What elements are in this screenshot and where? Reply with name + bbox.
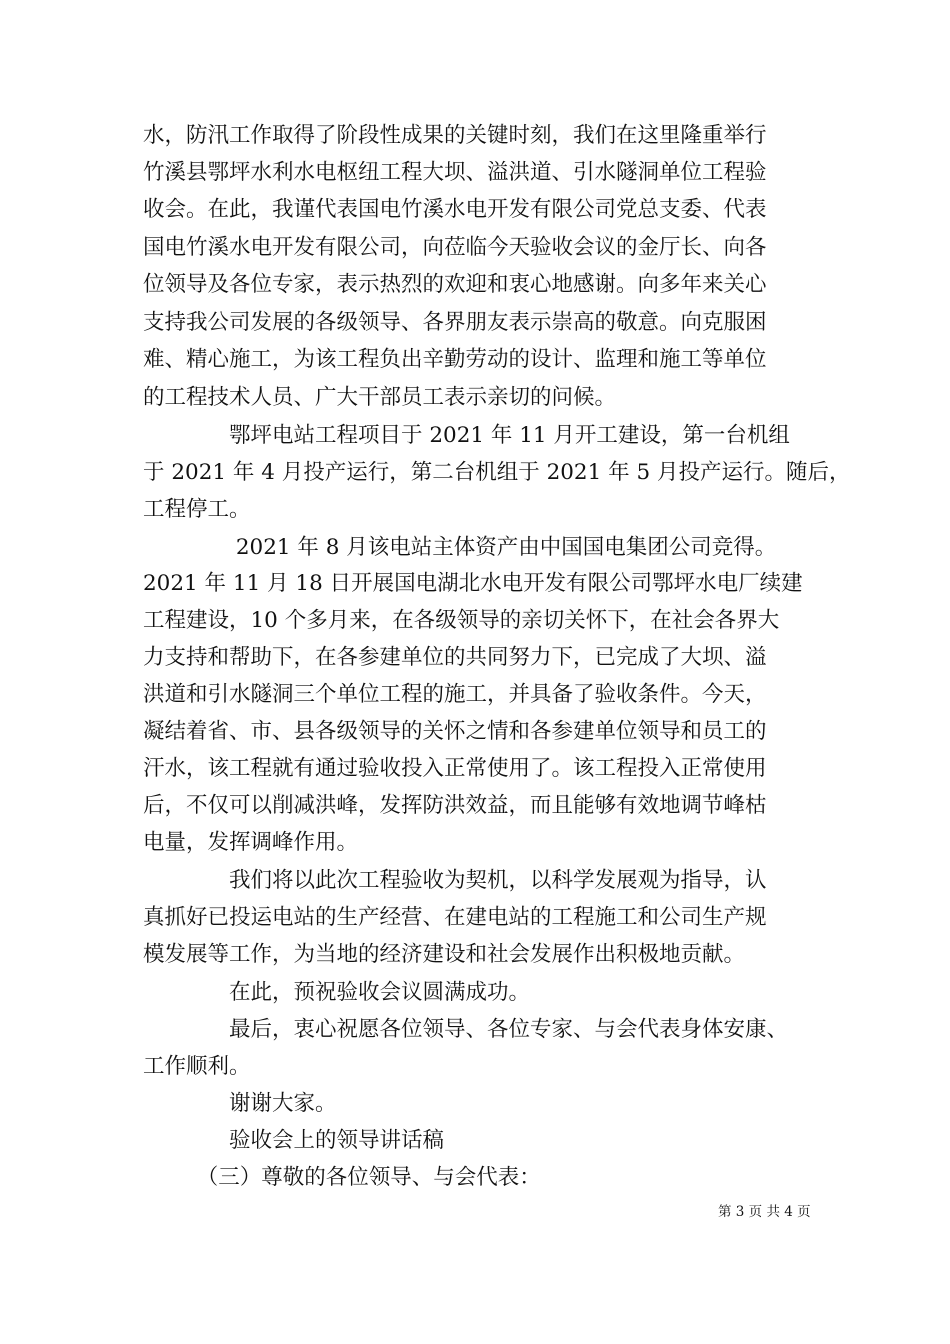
text-line: 在此，预祝验收会议圆满成功。 — [143, 980, 531, 1005]
text-line: 鄂坪电站工程项目于 2021 年 11 月开工建设，第一台机组 — [143, 423, 790, 448]
text-line: 支持我公司发展的各级领导、各界朋友表示崇高的敬意。向克服困 — [143, 310, 767, 335]
text-line: 模发展等工作，为当地的经济建设和社会发展作出积极地贡献。 — [143, 942, 746, 967]
text-line: 于 2021 年 4 月投产运行，第二台机组于 2021 年 5 月投产运行。随后， — [143, 460, 851, 485]
text-line: 谢谢大家。 — [143, 1091, 337, 1116]
text-line: 汗水，该工程就有通过验收投入正常使用了。该工程投入正常使用 — [143, 756, 767, 781]
text-line: 水，防汛工作取得了阶段性成果的关键时刻，我们在这里隆重举行 — [143, 123, 767, 148]
text-line: 工作顺利。 — [143, 1054, 251, 1079]
text-line: 2021 年 11 月 18 日开展国电湖北水电开发有限公司鄂坪水电厂续建 — [143, 571, 803, 596]
text-line: 最后，衷心祝愿各位领导、各位专家、与会代表身体安康、 — [143, 1017, 789, 1042]
text-line: 难、精心施工，为该工程负出辛勤劳动的设计、监理和施工等单位 — [143, 347, 767, 372]
text-line: 电量，发挥调峰作用。 — [143, 830, 359, 855]
text-line: 竹溪县鄂坪水利水电枢纽工程大坝、溢洪道、引水隧洞单位工程验 — [143, 160, 767, 185]
page-number-footer: 第 3 页 共 4 页 — [718, 1204, 811, 1220]
text-line: 我们将以此次工程验收为契机，以科学发展观为指导，认 — [143, 868, 767, 893]
text-line: （三）尊敬的各位领导、与会代表： — [143, 1165, 541, 1190]
text-line: 收会。在此，我谨代表国电竹溪水电开发有限公司党总支委、代表 — [143, 197, 767, 222]
text-line: 后，不仅可以削减洪峰，发挥防洪效益，而且能够有效地调节峰枯 — [143, 793, 767, 818]
text-line: 2021 年 8 月该电站主体资产由中国国电集团公司竞得。 — [143, 535, 777, 560]
text-line: 验收会上的领导讲话稿 — [143, 1128, 445, 1153]
text-line: 凝结着省、市、县各级领导的关怀之情和各参建单位领导和员工的 — [143, 719, 767, 744]
text-line: 的工程技术人员、广大干部员工表示亲切的问候。 — [143, 385, 617, 410]
text-line: 工程停工。 — [143, 497, 251, 522]
text-line: 真抓好已投运电站的生产经营、在建电站的工程施工和公司生产规 — [143, 905, 767, 930]
text-line: 位领导及各位专家，表示热烈的欢迎和衷心地感谢。向多年来关心 — [143, 272, 767, 297]
text-line: 力支持和帮助下，在各参建单位的共同努力下，已完成了大坝、溢 — [143, 645, 767, 670]
text-line: 国电竹溪水电开发有限公司，向莅临今天验收会议的金厅长、向各 — [143, 235, 767, 260]
text-line: 洪道和引水隧洞三个单位工程的施工，并具备了验收条件。今天， — [143, 682, 767, 707]
text-line: 工程建设，10 个多月来，在各级领导的亲切关怀下，在社会各界大 — [143, 608, 780, 633]
